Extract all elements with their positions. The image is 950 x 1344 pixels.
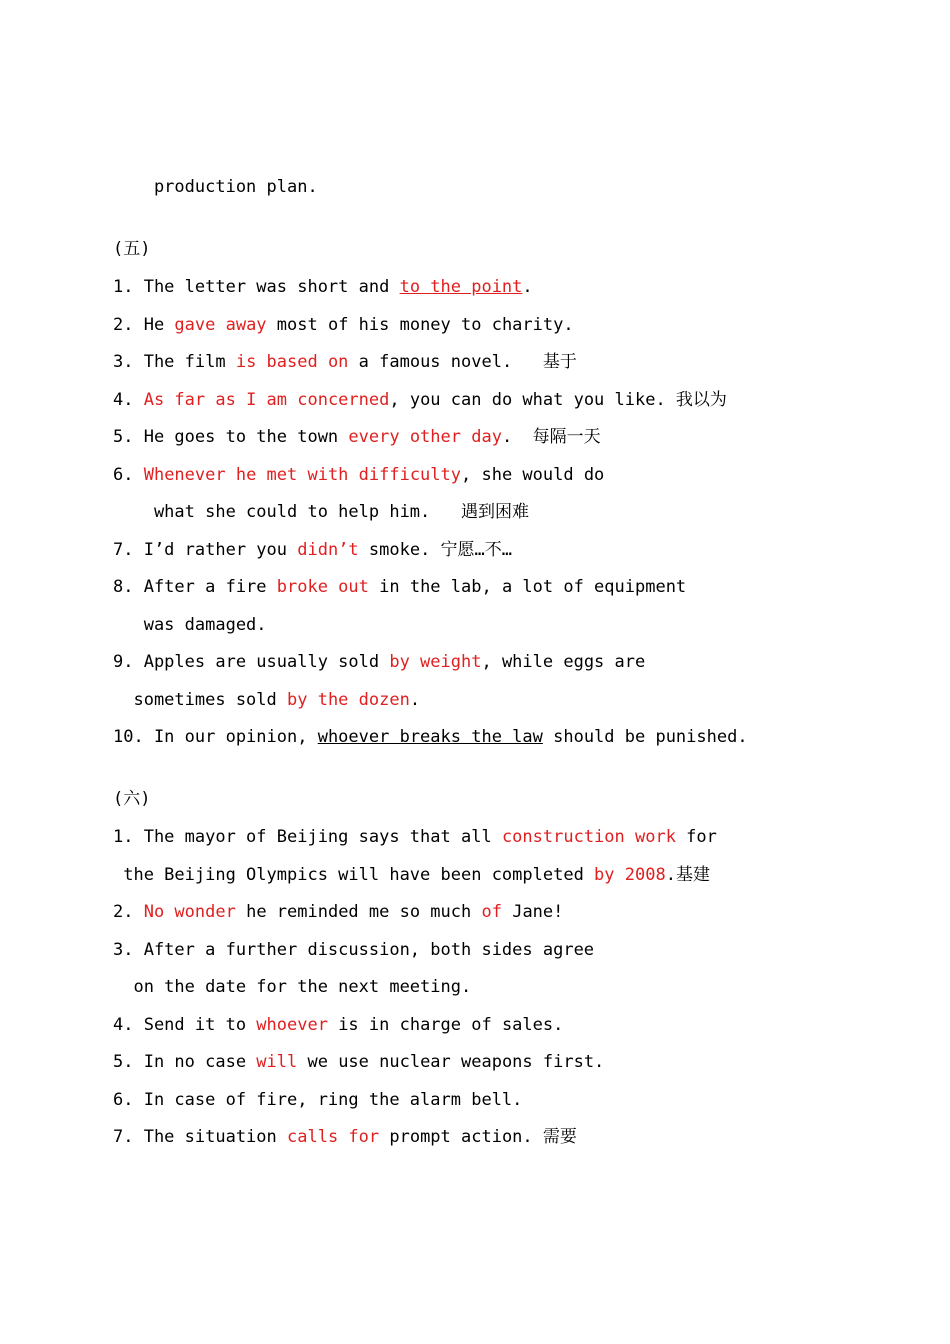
- text-segment: whoever breaks the law: [317, 727, 543, 747]
- text-line: [113, 175, 318, 199]
- text-segment: sometimes sold: [113, 690, 287, 710]
- text-segment: 3. The film: [113, 352, 236, 372]
- highlighted-phrase: whoever: [256, 1015, 328, 1035]
- text-line: [113, 275, 533, 299]
- highlighted-phrase: construction work: [501, 827, 676, 847]
- text-segment: 1. The letter was short and: [113, 277, 400, 297]
- text-segment: he reminded me so much: [235, 902, 482, 922]
- highlighted-phrase: As far as I am concerned: [143, 390, 390, 410]
- text-segment: 7. The situation: [113, 1127, 287, 1147]
- text-segment: 5. He goes to the town: [113, 427, 349, 447]
- text-line: [113, 500, 529, 524]
- text-segment: .: [409, 690, 421, 710]
- text-segment: 8. After a fire: [113, 577, 277, 597]
- text-line: [113, 1088, 522, 1112]
- text-segment: should be punished.: [542, 727, 748, 747]
- highlighted-phrase: by the dozen: [287, 690, 410, 710]
- highlighted-phrase: gave away: [174, 315, 267, 335]
- highlighted-phrase: to the point: [399, 277, 523, 297]
- highlighted-phrase: will: [256, 1052, 298, 1072]
- text-segment: for: [675, 827, 717, 847]
- text-line: [113, 975, 471, 999]
- text-segment: .: [522, 277, 533, 297]
- highlighted-phrase: Whenever he met with difficulty: [143, 465, 461, 485]
- text-line: [113, 1125, 577, 1149]
- text-segment: in the lab, a lot of equipment: [368, 577, 687, 597]
- text-line: [113, 350, 577, 374]
- text-segment: the Beijing Olympics will have been completed: [113, 865, 595, 885]
- highlighted-phrase: calls for: [287, 1127, 380, 1147]
- highlighted-phrase: broke out: [276, 577, 369, 597]
- text-segment: what she could to help him. 遇到困难: [113, 502, 529, 522]
- text-segment: 2. He: [113, 315, 175, 335]
- text-line: [113, 787, 150, 811]
- text-segment: 6. In case of fire, ring the alarm bell.: [113, 1090, 523, 1110]
- text-segment: was damaged.: [113, 615, 267, 635]
- text-line: [113, 688, 420, 712]
- text-segment: 2.: [113, 902, 144, 922]
- text-segment: 4.: [113, 390, 144, 410]
- text-segment: 9. Apples are usually sold: [113, 652, 390, 672]
- text-line: [113, 463, 604, 487]
- text-line: [113, 388, 727, 412]
- text-segment: production plan.: [113, 177, 318, 197]
- text-segment: , she would do: [461, 465, 605, 485]
- text-line: [113, 1050, 604, 1074]
- text-segment: 4. Send it to: [113, 1015, 257, 1035]
- text-segment: 1. The mayor of Beijing says that all: [113, 827, 502, 847]
- text-segment: , you can do what you like. 我以为: [389, 390, 727, 410]
- text-line: [113, 538, 512, 562]
- text-segment: 5. In no case: [113, 1052, 257, 1072]
- text-segment: 6.: [113, 465, 144, 485]
- highlighted-phrase: of: [481, 902, 502, 922]
- text-segment: on the date for the next meeting.: [113, 977, 472, 997]
- text-line: [113, 650, 645, 674]
- text-segment: . 每隔一天: [501, 427, 601, 447]
- highlighted-phrase: by 2008: [594, 865, 666, 885]
- text-segment: , while eggs are: [481, 652, 646, 672]
- text-line: [113, 613, 267, 637]
- text-line: [113, 863, 710, 887]
- text-line: [113, 1013, 563, 1037]
- text-segment: .基建: [665, 865, 710, 885]
- text-line: [113, 938, 594, 962]
- text-segment: 3. After a further discussion, both sides agree: [113, 940, 595, 960]
- highlighted-phrase: by weight: [389, 652, 482, 672]
- highlighted-phrase: No wonder: [143, 902, 236, 922]
- text-line: [113, 575, 686, 599]
- text-segment: prompt action. 需要: [379, 1127, 577, 1147]
- text-segment: a famous novel. 基于: [348, 352, 577, 372]
- text-segment: 10. In our opinion,: [113, 727, 318, 747]
- text-segment: 7. I’d rather you: [113, 540, 298, 560]
- text-segment: is in charge of sales.: [327, 1015, 564, 1035]
- text-line: [113, 237, 150, 261]
- text-segment: smoke. 宁愿…不…: [358, 540, 513, 560]
- highlighted-phrase: every other day: [348, 427, 502, 447]
- text-segment: most of his money to charity.: [266, 315, 574, 335]
- text-line: [113, 825, 717, 849]
- text-segment: we use nuclear weapons first.: [297, 1052, 605, 1072]
- text-line: [113, 900, 563, 924]
- text-segment: (五): [113, 239, 151, 259]
- text-line: [113, 313, 574, 337]
- text-segment: Jane!: [501, 902, 564, 922]
- highlighted-phrase: didn’t: [297, 540, 359, 560]
- text-line: [113, 425, 601, 449]
- text-line: [113, 725, 748, 749]
- highlighted-phrase: is based on: [235, 352, 349, 372]
- text-segment: (六): [113, 789, 151, 809]
